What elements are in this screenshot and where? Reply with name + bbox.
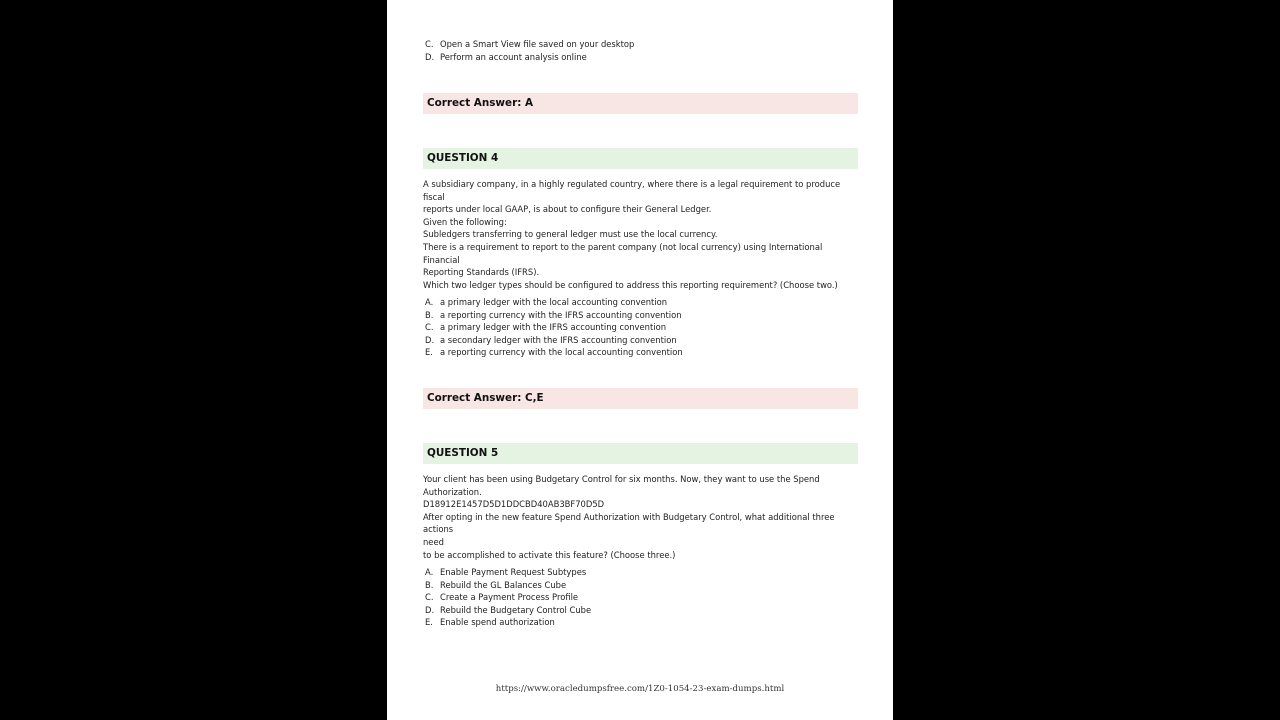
option-item: A. a primary ledger with the local accounting convention [425, 297, 668, 307]
option-item: A. Enable Payment Request Subtypes [425, 567, 587, 577]
question-heading: QUESTION 5 [423, 443, 858, 464]
option-item: C. Open a Smart View file saved on your desktop [425, 39, 635, 49]
option-item: D. Perform an account analysis online [425, 51, 587, 62]
option-item: D. Rebuild the Budgetary Control Cube [425, 604, 592, 615]
option-item: E. a reporting currency with the local accounting convention [425, 347, 683, 358]
option-item: B. a reporting currency with the IFRS accounting convention [425, 309, 682, 320]
option-item: E. Enable spend authorization [425, 617, 555, 628]
question-heading: QUESTION 4 [423, 148, 858, 169]
correct-answer-bar: Correct Answer: A [423, 93, 858, 114]
question-text: A subsidiary company, in a highly regulated country, where there is a legal requirement to produce fiscal reports under local GAAP, is about to configure their General Ledger. Given the following: Subledgers transferring to general ledger must use the local currency. There is a requirement to report to the parent company (not local currency) using International Financial Reporting Standards (IFRS). Which two ledger types should be configured to address this reporting requirement? (Choose two.) [423, 179, 841, 290]
correct-answer-bar: Correct Answer: C,E [423, 388, 858, 409]
q4-options [423, 296, 858, 359]
q3-options [423, 38, 858, 63]
option-item: C. a primary ledger with the IFRS accounting convention [425, 322, 666, 333]
document-page [387, 0, 893, 720]
footer-url[interactable]: https://www.oracledumpsfree.com/1Z0-1054-23-exam-dumps.html [495, 684, 785, 694]
question-text: Your client has been using Budgetary Control for six months. Now, they want to use the Spend Authorization. D18912E1457D5D1DDCBD40AB3BF70D5D After opting in the new feature Spend Authorization with Budgetary Control, what additional three actions need to be accomplished to activate this feature? (Choose three.) [423, 474, 835, 560]
option-item: D. a secondary ledger with the IFRS accounting convention [425, 334, 677, 345]
q5-options [423, 566, 858, 629]
option-item: C. Create a Payment Process Profile [425, 592, 579, 603]
option-item: B. Rebuild the GL Balances Cube [425, 579, 567, 590]
